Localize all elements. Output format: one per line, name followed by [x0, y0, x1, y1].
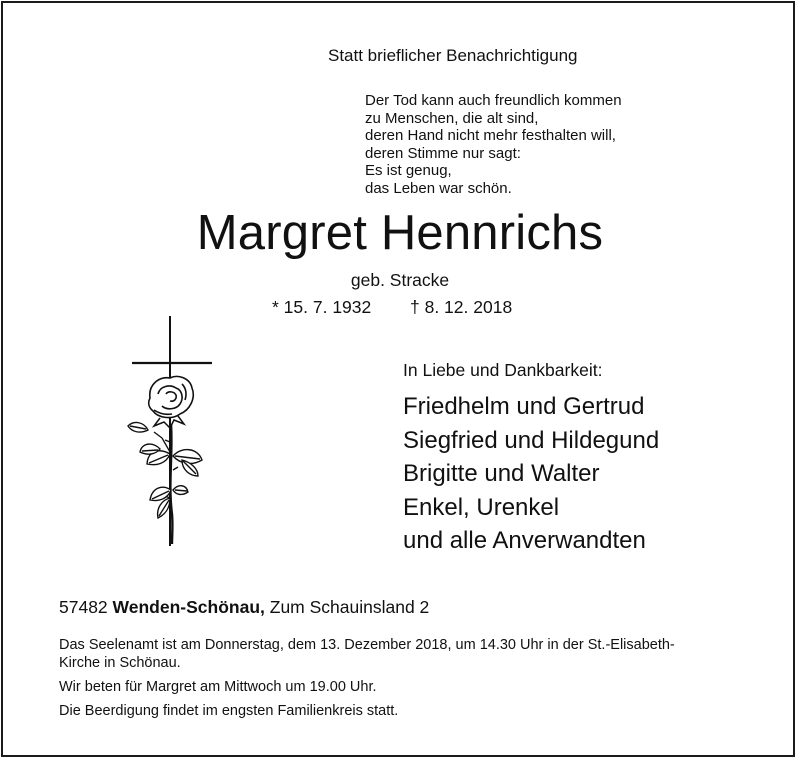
birth-date: * 15. 7. 1932: [272, 297, 372, 317]
death-date: † 8. 12. 2018: [410, 297, 513, 317]
poem-line: das Leben war schön.: [365, 179, 512, 197]
mourners-list: [403, 390, 659, 558]
requiem-line-2: Kirche in Schönau.: [59, 655, 181, 671]
mourner-line: Friedhelm und Gertrud: [403, 393, 645, 420]
prayer-note: Wir beten für Margret am Mittwoch um 19.00 Uhr.: [59, 679, 377, 695]
address-street: Zum Schauinsland 2: [269, 597, 430, 617]
deceased-name: Margret Hennrichs: [196, 206, 604, 260]
poem-line: deren Hand nicht mehr festhalten will,: [365, 127, 616, 144]
cross-with-rose-icon: [120, 314, 220, 559]
requiem-line-1: Das Seelenamt ist am Donnerstag, dem 13. Dezember 2018, um 14.30 Uhr in der St.-Elisabeth-: [59, 637, 675, 653]
mourner-line: Siegfried und Hildegund: [403, 426, 660, 454]
mourner-line: Brigitte und Walter: [403, 460, 600, 487]
notes: [59, 636, 675, 726]
mourner-line: Enkel, Urenkel: [403, 493, 560, 521]
address-town: Wenden-Schönau,: [112, 597, 265, 617]
poem-line: deren Stimme nur sagt:: [365, 144, 521, 162]
poem: [365, 92, 622, 197]
burial-note: Die Beerdigung findet im engsten Familienkreis statt.: [59, 703, 399, 719]
address-postcode: 57482: [59, 597, 108, 617]
mourners-intro: In Liebe und Dankbarkeit:: [403, 360, 603, 380]
mourner-line: und alle Anverwandten: [403, 527, 646, 554]
address: [59, 597, 429, 618]
notice-header: Statt brieflicher Benachrichtigung: [328, 46, 578, 65]
poem-line: zu Menschen, die alt sind,: [365, 109, 539, 127]
maiden-name: geb. Stracke: [350, 270, 450, 290]
poem-line: Der Tod kann auch freundlich kommen: [365, 92, 622, 109]
poem-line: Es ist genug,: [365, 162, 452, 179]
requiem-note: [59, 636, 675, 672]
